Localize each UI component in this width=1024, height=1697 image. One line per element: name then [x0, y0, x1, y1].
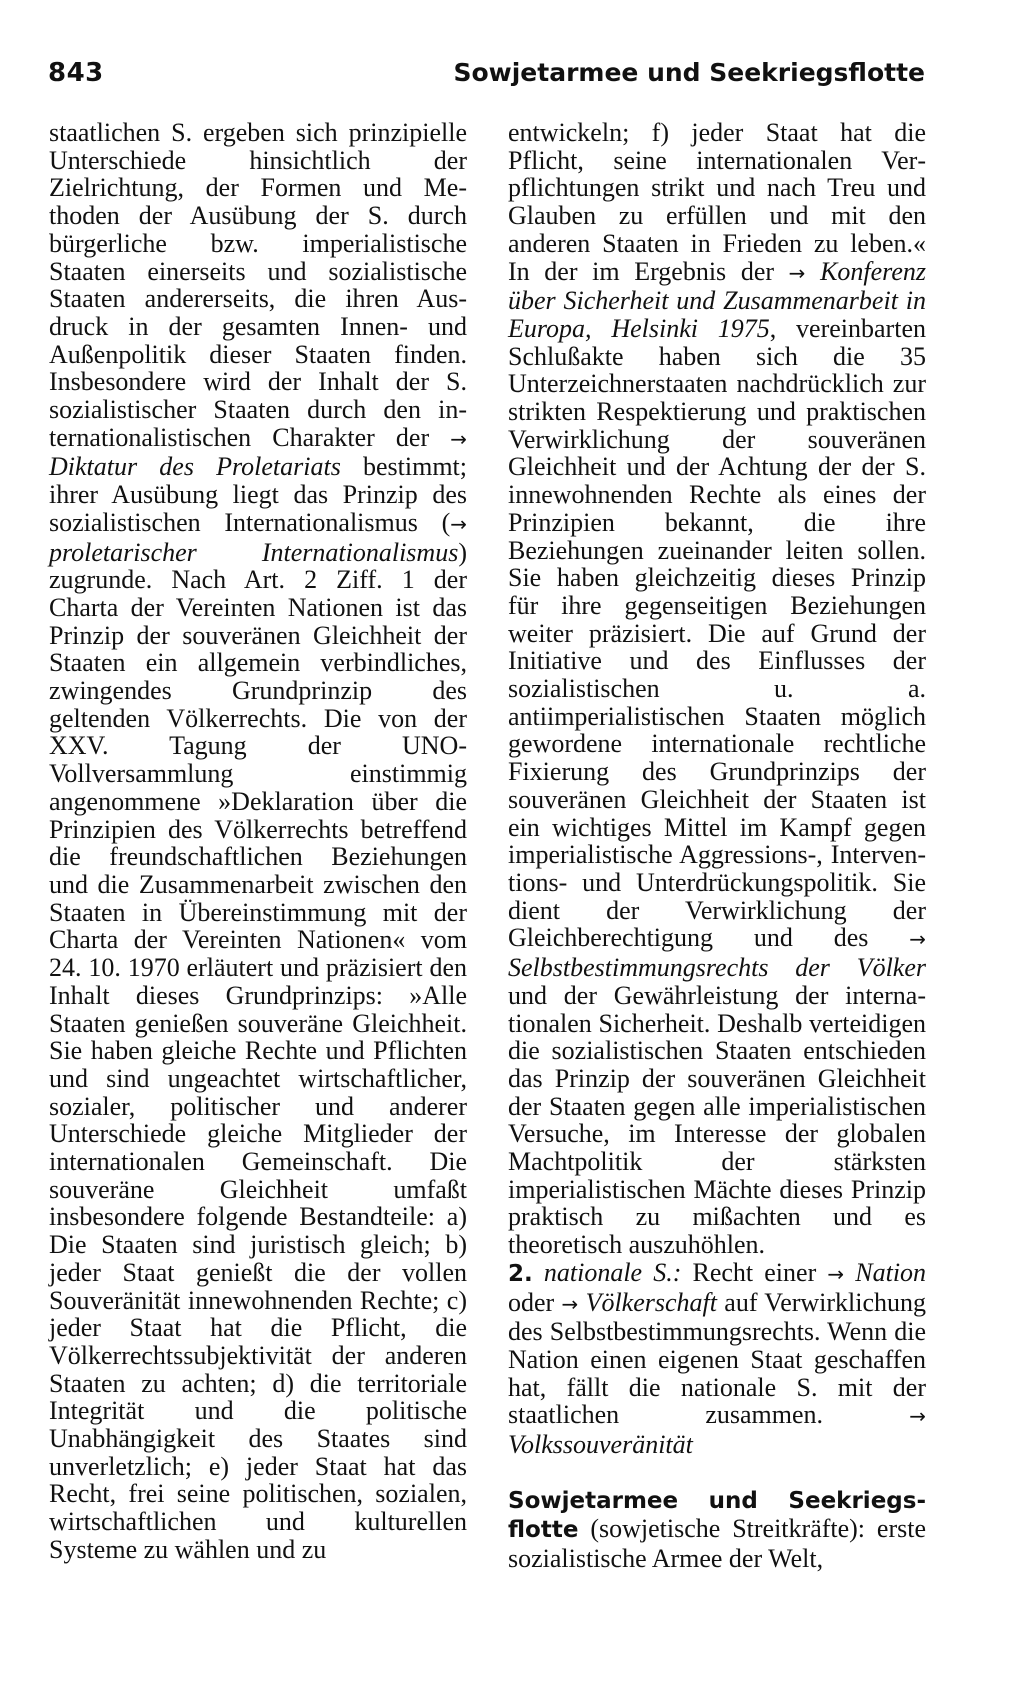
text-segment: (sowjetische Streitkräfte): erste sozialistische Armee der Welt, — [508, 1514, 927, 1574]
cross-reference-arrow-icon: → — [788, 260, 806, 285]
section-number: 2. — [508, 1260, 533, 1287]
cross-reference-arrow-icon: → — [827, 1261, 845, 1286]
running-head: Sowjetarmee und Seekriegsflotte — [453, 58, 925, 87]
cross-reference-arrow-icon: → — [450, 511, 467, 536]
text-segment: ) zugrunde. Nach Art. 2 Ziff. 1 der Charta der Vereinten Nationen ist das Prinzip der souveränen Gleichheit der Staaten ein allgemein verbindliches, zwingendes Grundprinzip des geltenden Völkerrechts. Die von der XXV. Tagung der UNO-Vollversammlung einstimmig angenommene »Deklaration über die Prinzipien des Völkerrechts betreffend die freundschaftlichen Beziehungen und die Zusammenarbeit zwischen den Staaten in Übereinstimmung mit der Charta der Vereinten Nationen« vom 24. 10. 1970 erläutert und präzisiert den Inhalt dieses Grundprinzips: »Alle Staaten genießen souveräne Gleichheit. Sie haben gleiche Rechte und Pflichten und sind ungeachtet wirtschaftlicher, sozialer, politischer und anderer Unterschiede gleiche Mitglieder der internationalen Gemeinschaft. Die souveräne Gleichheit umfaßt insbesondere folgende Bestandteile: a) Die Staaten sind juristisch gleich; b) jeder Staat genießt die der vollen Souveränität innewohnenden Rechte; c) jeder Staat hat die Pflicht, die Völkerrechtssubjektivität der anderen Staaten zu achten; d) die territoriale Integrität und die politische Unabhängigkeit des Staates sind unverletzlich; e) jeder Staat hat das Recht, frei seine politischen, sozialen, wirtschaftlichen und kulturellen Systeme zu wählen und zu — [49, 537, 467, 1564]
text-segment: und der Gewährleistung der internationalen Sicherheit. Deshalb verteidigen die sozialistischen Staaten entschieden das Prinzip der souveränen Gleichheit der Staaten gegen alle imperialistischen Versuche, im Interesse der globalen Machtpolitik der stärksten imperialistischen Mächte dieses Prinzip praktisch zu mißachten und es theoretisch auszuhöhlen. — [508, 980, 926, 1260]
cross-reference-link[interactable]: Nation — [855, 1257, 927, 1287]
cross-reference-link[interactable]: Diktatur des Proletariats — [49, 452, 341, 482]
text-segment: bestimmt; ihrer Ausübung liegt das Prinzip des sozialistischen Internationalismus ( — [49, 452, 467, 537]
cross-reference-link[interactable]: Volkssouveränität — [508, 1430, 693, 1460]
cross-reference-link[interactable]: proletarischer Internationalismus — [49, 537, 459, 567]
cross-reference-arrow-icon: → — [561, 1291, 579, 1316]
cross-reference-arrow-icon: → — [909, 927, 927, 952]
page-number: 843 — [48, 58, 104, 88]
entry-paragraph — [508, 1486, 926, 1573]
section-2-paragraph — [508, 1259, 926, 1459]
section-term: nationale S.: — [543, 1257, 682, 1287]
cross-reference-arrow-icon: → — [450, 426, 467, 451]
text-segment: auf Verwirklichung des Selbstbestimmungsrechts. Wenn die Nation einen eigenen Staat geschaffen hat, fällt die nationale S. mit der staatlichen zusammen. — [508, 1287, 927, 1430]
cross-reference-arrow-icon: → — [909, 1404, 926, 1429]
cross-reference-link[interactable]: Konferenz über Sicherheit und Zusammenarbeit in Europa, Helsinki 1975 — [508, 256, 926, 343]
text-segment: staatlichen S. ergeben sich prinzipielle Unterschiede hinsichtlich der Zielrichtung, der Formen und Methoden der Ausübung der S. durch bürgerliche bzw. imperialistische Staaten einerseits und sozialistische Staaten andererseits, die ihren Ausdruck in der gesamten Innen- und Außenpolitik dieser Staaten finden. Insbesondere wird der Inhalt der S. sozialistischer Staaten durch den internationalistischen Charakter der — [49, 118, 467, 452]
text-segment: , vereinbarten Schlußakte haben sich die 35 Unterzeichnerstaaten nachdrücklich zur strikten Respektierung und praktischen Verwirklichung der souveränen Gleichheit und der Achtung der der S. innewohnenden Rechte als eines der Prinzipien bekannt, die ihre Beziehungen zueinander leiten sollen. Sie haben gleichzeitig dieses Prinzip für ihre gegenseitigen Beziehungen weiter präzisiert. Die auf Grund der Initiative und des Einflusses der sozialistischen u. a. antiimperialistischen Staaten möglich gewordene internationale rechtliche Fixierung des Grundprinzips der souveränen Gleichheit der Staaten ist ein wichtiges Mittel im Kampf gegen imperialistische Aggressions-, Interventions- und Unterdrückungspolitik. Sie dient der Verwirklichung der Gleichberechtigung und des — [508, 313, 926, 953]
right-paragraph — [508, 119, 926, 1259]
cross-reference-link[interactable]: Völkerschaft — [585, 1287, 717, 1317]
text-segment: oder — [508, 1287, 555, 1317]
left-column — [49, 119, 467, 1564]
cross-reference-link[interactable]: Selbstbestimmungsrechts der Völker — [508, 953, 926, 983]
text-segment: Recht einer — [692, 1257, 817, 1287]
entry-separator — [508, 1459, 926, 1486]
right-column — [508, 119, 926, 1573]
left-paragraph — [49, 119, 467, 1564]
text-segment: entwickeln; f) jeder Staat hat die Pflicht, seine internationalen Verpflichtungen strikt und nach Treu und Glauben zu erfüllen und mit den anderen Staaten in Frieden zu leben.« In der im Ergebnis der — [508, 118, 926, 286]
entry-headword: Sowjetarmee und Seekriegsflotte — [508, 1487, 926, 1544]
